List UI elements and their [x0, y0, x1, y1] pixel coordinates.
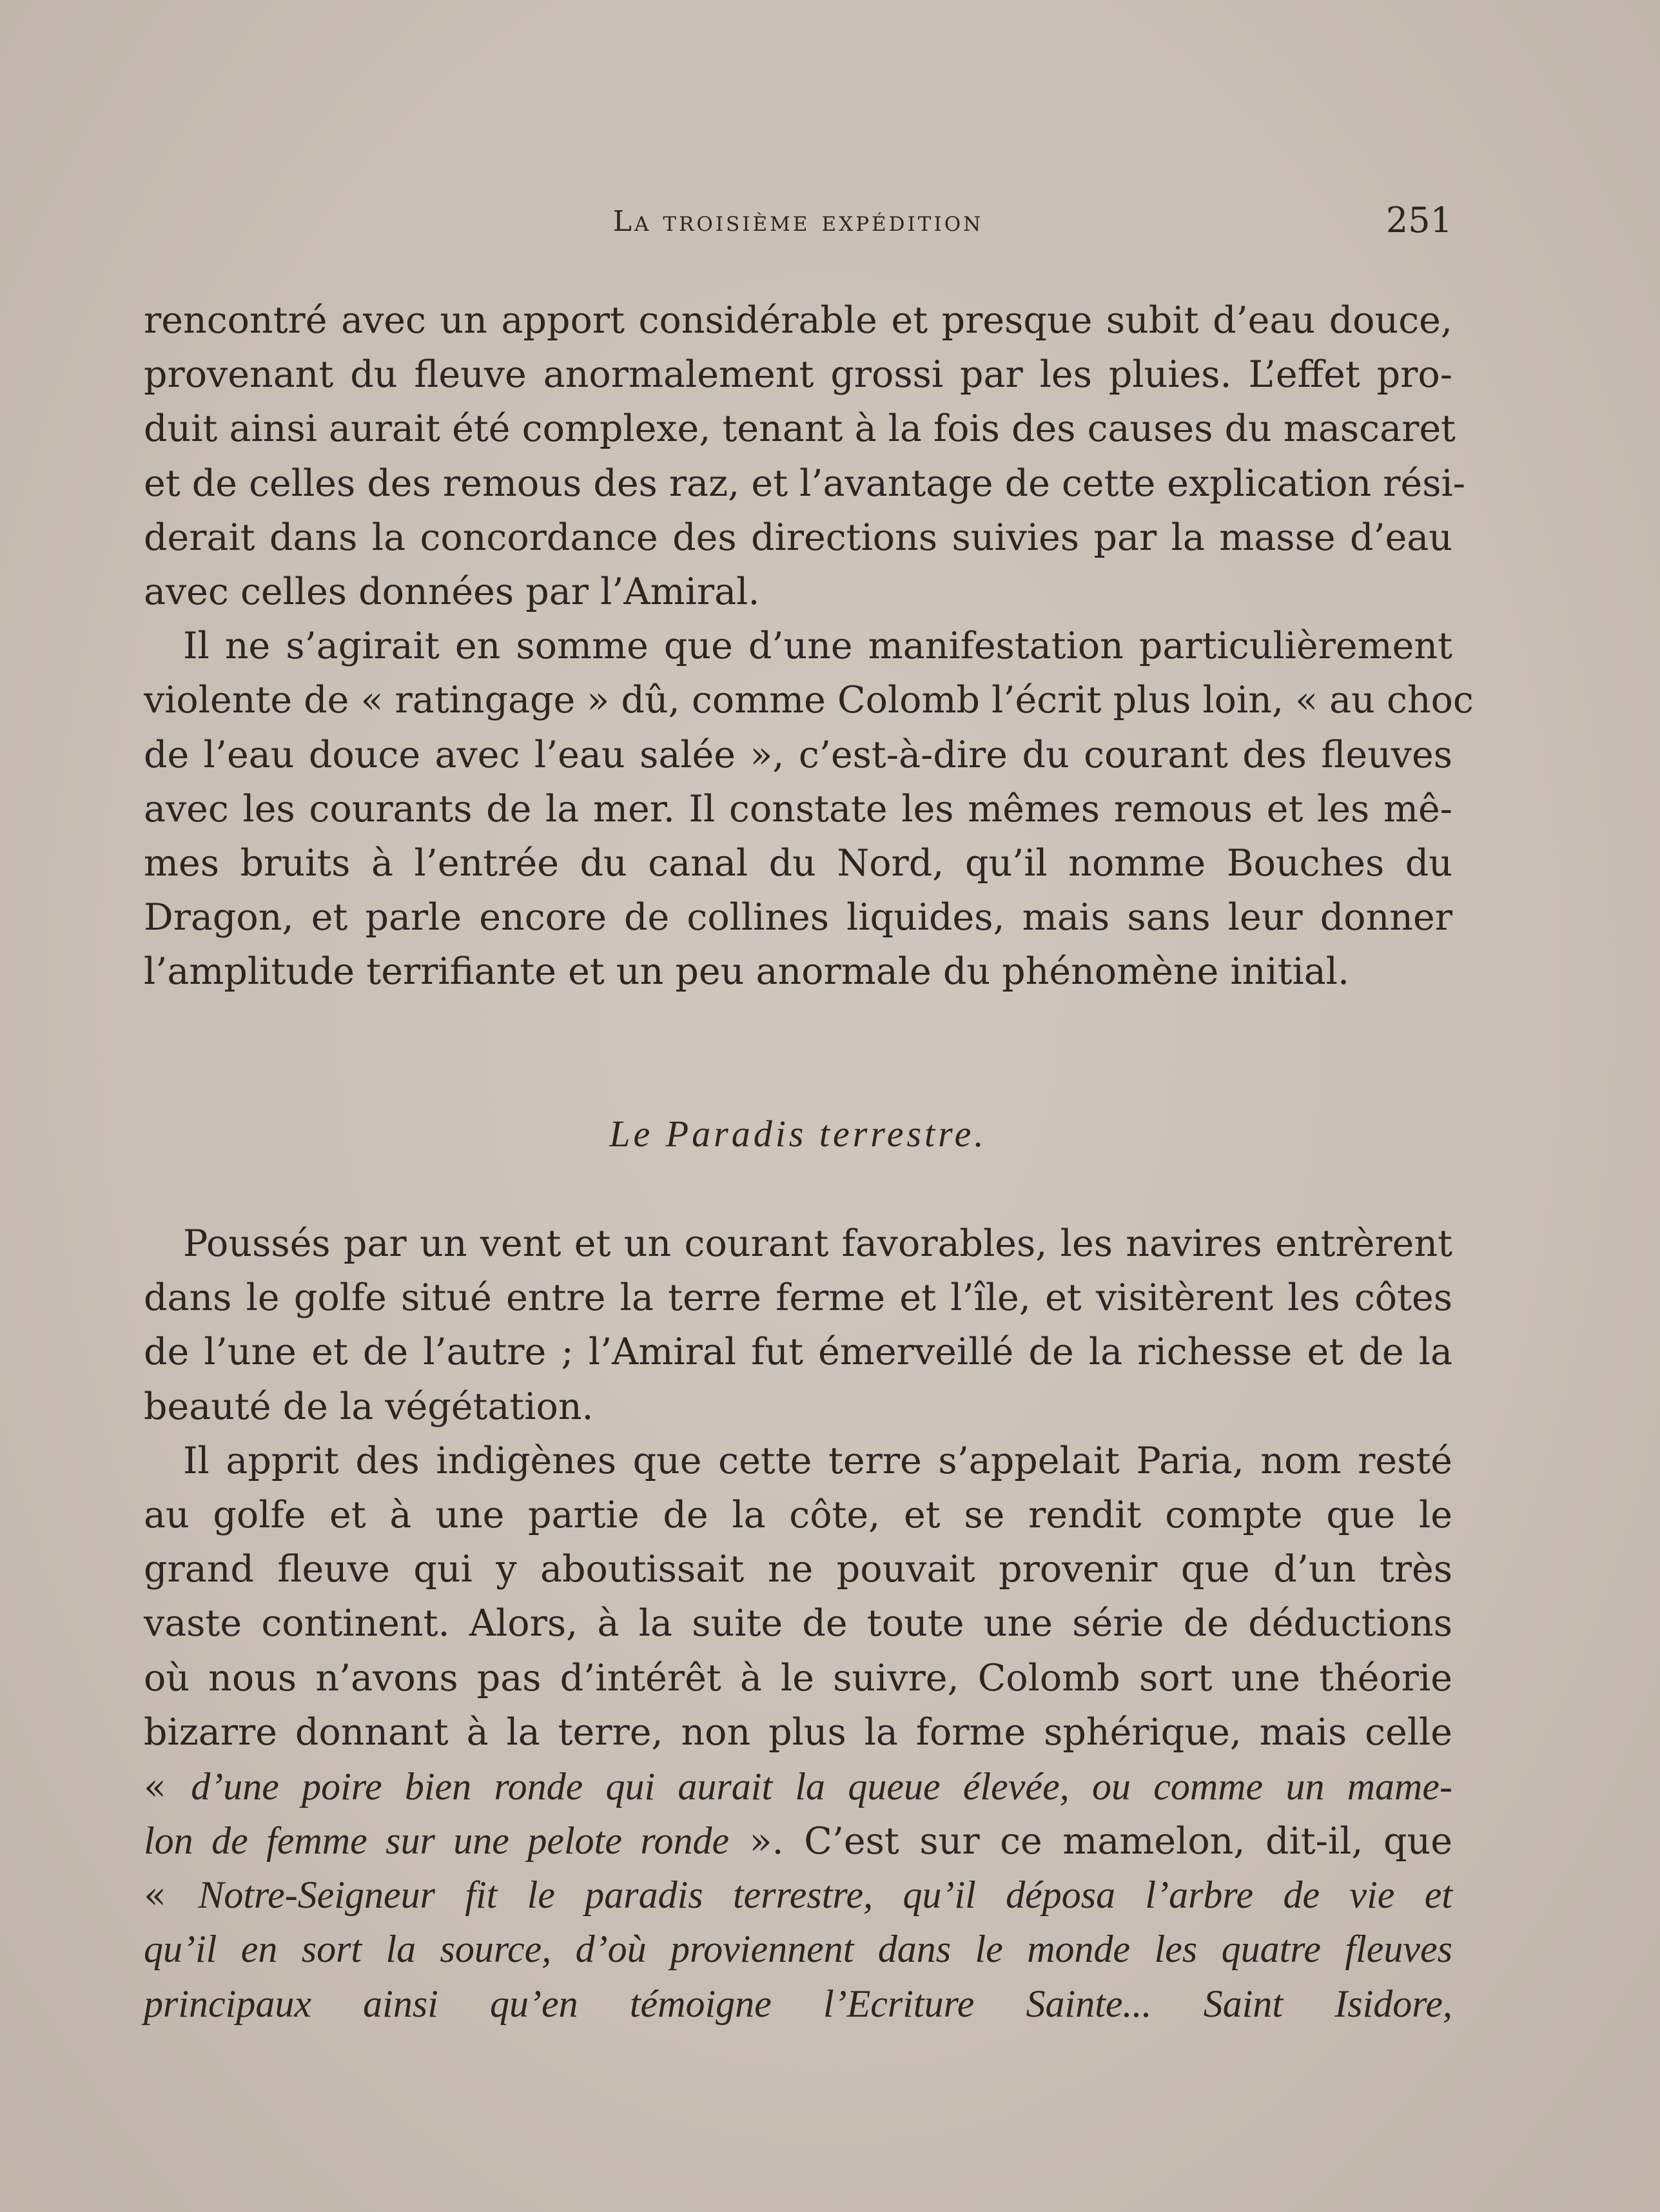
text-line [144, 890, 1452, 945]
italic-quote-text: lon de femme sur une pelote ronde [144, 1819, 730, 1863]
page-number: 251 [1385, 200, 1452, 240]
text-line [144, 1217, 1452, 1271]
text-line [144, 1814, 1452, 1868]
text-run: « [144, 1874, 199, 1917]
text-run: Il apprit des indigènes que cette terre s’appelait Paria, nom resté [183, 1439, 1452, 1482]
text-line [144, 1651, 1452, 1705]
body-text-block-1 [144, 293, 1474, 999]
text-run: rencontré avec un apport considérable et presque subit d’eau douce, [144, 299, 1452, 342]
text-run: grand fleuve qui y aboutissait ne pouvait provenir que d’un très [144, 1548, 1452, 1591]
text-line [144, 402, 1456, 456]
text-line [144, 1922, 1452, 1976]
running-title: La troisième expédition [612, 205, 984, 238]
text-line [144, 456, 1466, 511]
text-run: derait dans la concordance des directions suivies par la masse d’eau [144, 516, 1452, 559]
text-run: bizarre donnant à la terre, non plus la forme sphérique, mais celle [144, 1710, 1452, 1754]
text-run: avec celles données par l’Amiral. [144, 570, 760, 613]
text-run: Dragon, et parle encore de collines liquides, mais sans leur donner [144, 896, 1452, 939]
text-run: duit ainsi aurait été complexe, tenant à la fois des causes du mascaret [144, 407, 1456, 451]
text-line [144, 1868, 1452, 1922]
text-line [144, 1271, 1452, 1325]
text-run: au golfe et à une partie de la côte, et se rendit compte que le [144, 1493, 1452, 1536]
text-line [144, 565, 1452, 619]
text-run: Poussés par un vent et un courant favorables, les navires entrèrent [183, 1222, 1452, 1265]
text-run: « [144, 1765, 191, 1808]
text-line [144, 619, 1452, 673]
italic-quote-text: d’une poire bien ronde qui aurait la queue élevée, ou comme un mame- [191, 1765, 1452, 1808]
text-line [144, 1488, 1452, 1542]
text-run: Il ne s’agirait en somme que d’une manifestation particulièrement [183, 625, 1452, 668]
text-run: de l’une et de l’autre ; l’Amiral fut émerveillé de la richesse et de la [144, 1331, 1452, 1374]
text-line [144, 836, 1452, 890]
text-run: de l’eau douce avec l’eau salée », c’est-à-dire du courant des fleuves [144, 733, 1452, 776]
italic-quote-text: qu’il en sort la source, d’où proviennent dans le monde les quatre fleuves [144, 1928, 1452, 1971]
text-line [144, 347, 1452, 402]
italic-quote-text: Notre-Seigneur fit le paradis terrestre, qu’il déposa l’arbre de vie et [198, 1874, 1452, 1917]
text-run: ». C’est sur ce mamelon, dit-il, que [729, 1820, 1452, 1863]
text-line [144, 1380, 1452, 1434]
text-line [144, 293, 1452, 347]
text-line [144, 945, 1452, 999]
text-run: mes bruits à l’entrée du canal du Nord, qu’il nomme Bouches du [144, 841, 1452, 885]
text-line [144, 782, 1452, 836]
text-line [144, 1977, 1452, 2031]
text-run: l’amplitude terrifiante et un peu anormale du phénomène initial. [144, 950, 1350, 993]
section-heading: Le Paradis terrestre. [609, 1113, 987, 1155]
text-line [144, 511, 1452, 565]
text-run: vaste continent. Alors, à la suite de toute une série de déductions [144, 1602, 1452, 1645]
text-run: provenant du fleuve anormalement grossi par les pluies. L’effet pro- [144, 353, 1452, 396]
text-line [144, 1542, 1452, 1596]
text-line [144, 1705, 1452, 1759]
text-run: où nous n’avons pas d’intérêt à le suivre, Colomb sort une théorie [144, 1656, 1452, 1699]
page-header [144, 200, 1452, 246]
text-run: beauté de la végétation. [144, 1385, 594, 1428]
text-line [144, 1759, 1452, 1814]
text-line [144, 1325, 1452, 1379]
text-line [144, 728, 1452, 782]
text-run: avec les courants de la mer. Il constate les mêmes remous et les mê- [144, 787, 1452, 830]
text-run: et de celles des remous des raz, et l’avantage de cette explication rési- [144, 462, 1466, 505]
text-line [144, 1596, 1452, 1650]
text-line [144, 1434, 1452, 1488]
italic-quote-text: principaux ainsi qu’en témoigne l’Ecriture Sainte... Saint Isidore, [144, 1982, 1452, 2025]
text-run: violente de « ratingage » dû, comme Colomb l’écrit plus loin, « au choc [144, 679, 1474, 722]
body-text-block-2 [144, 1217, 1452, 2031]
text-line [144, 673, 1474, 727]
text-run: dans le golfe situé entre la terre ferme et l’île, et visitèrent les côtes [144, 1277, 1452, 1320]
